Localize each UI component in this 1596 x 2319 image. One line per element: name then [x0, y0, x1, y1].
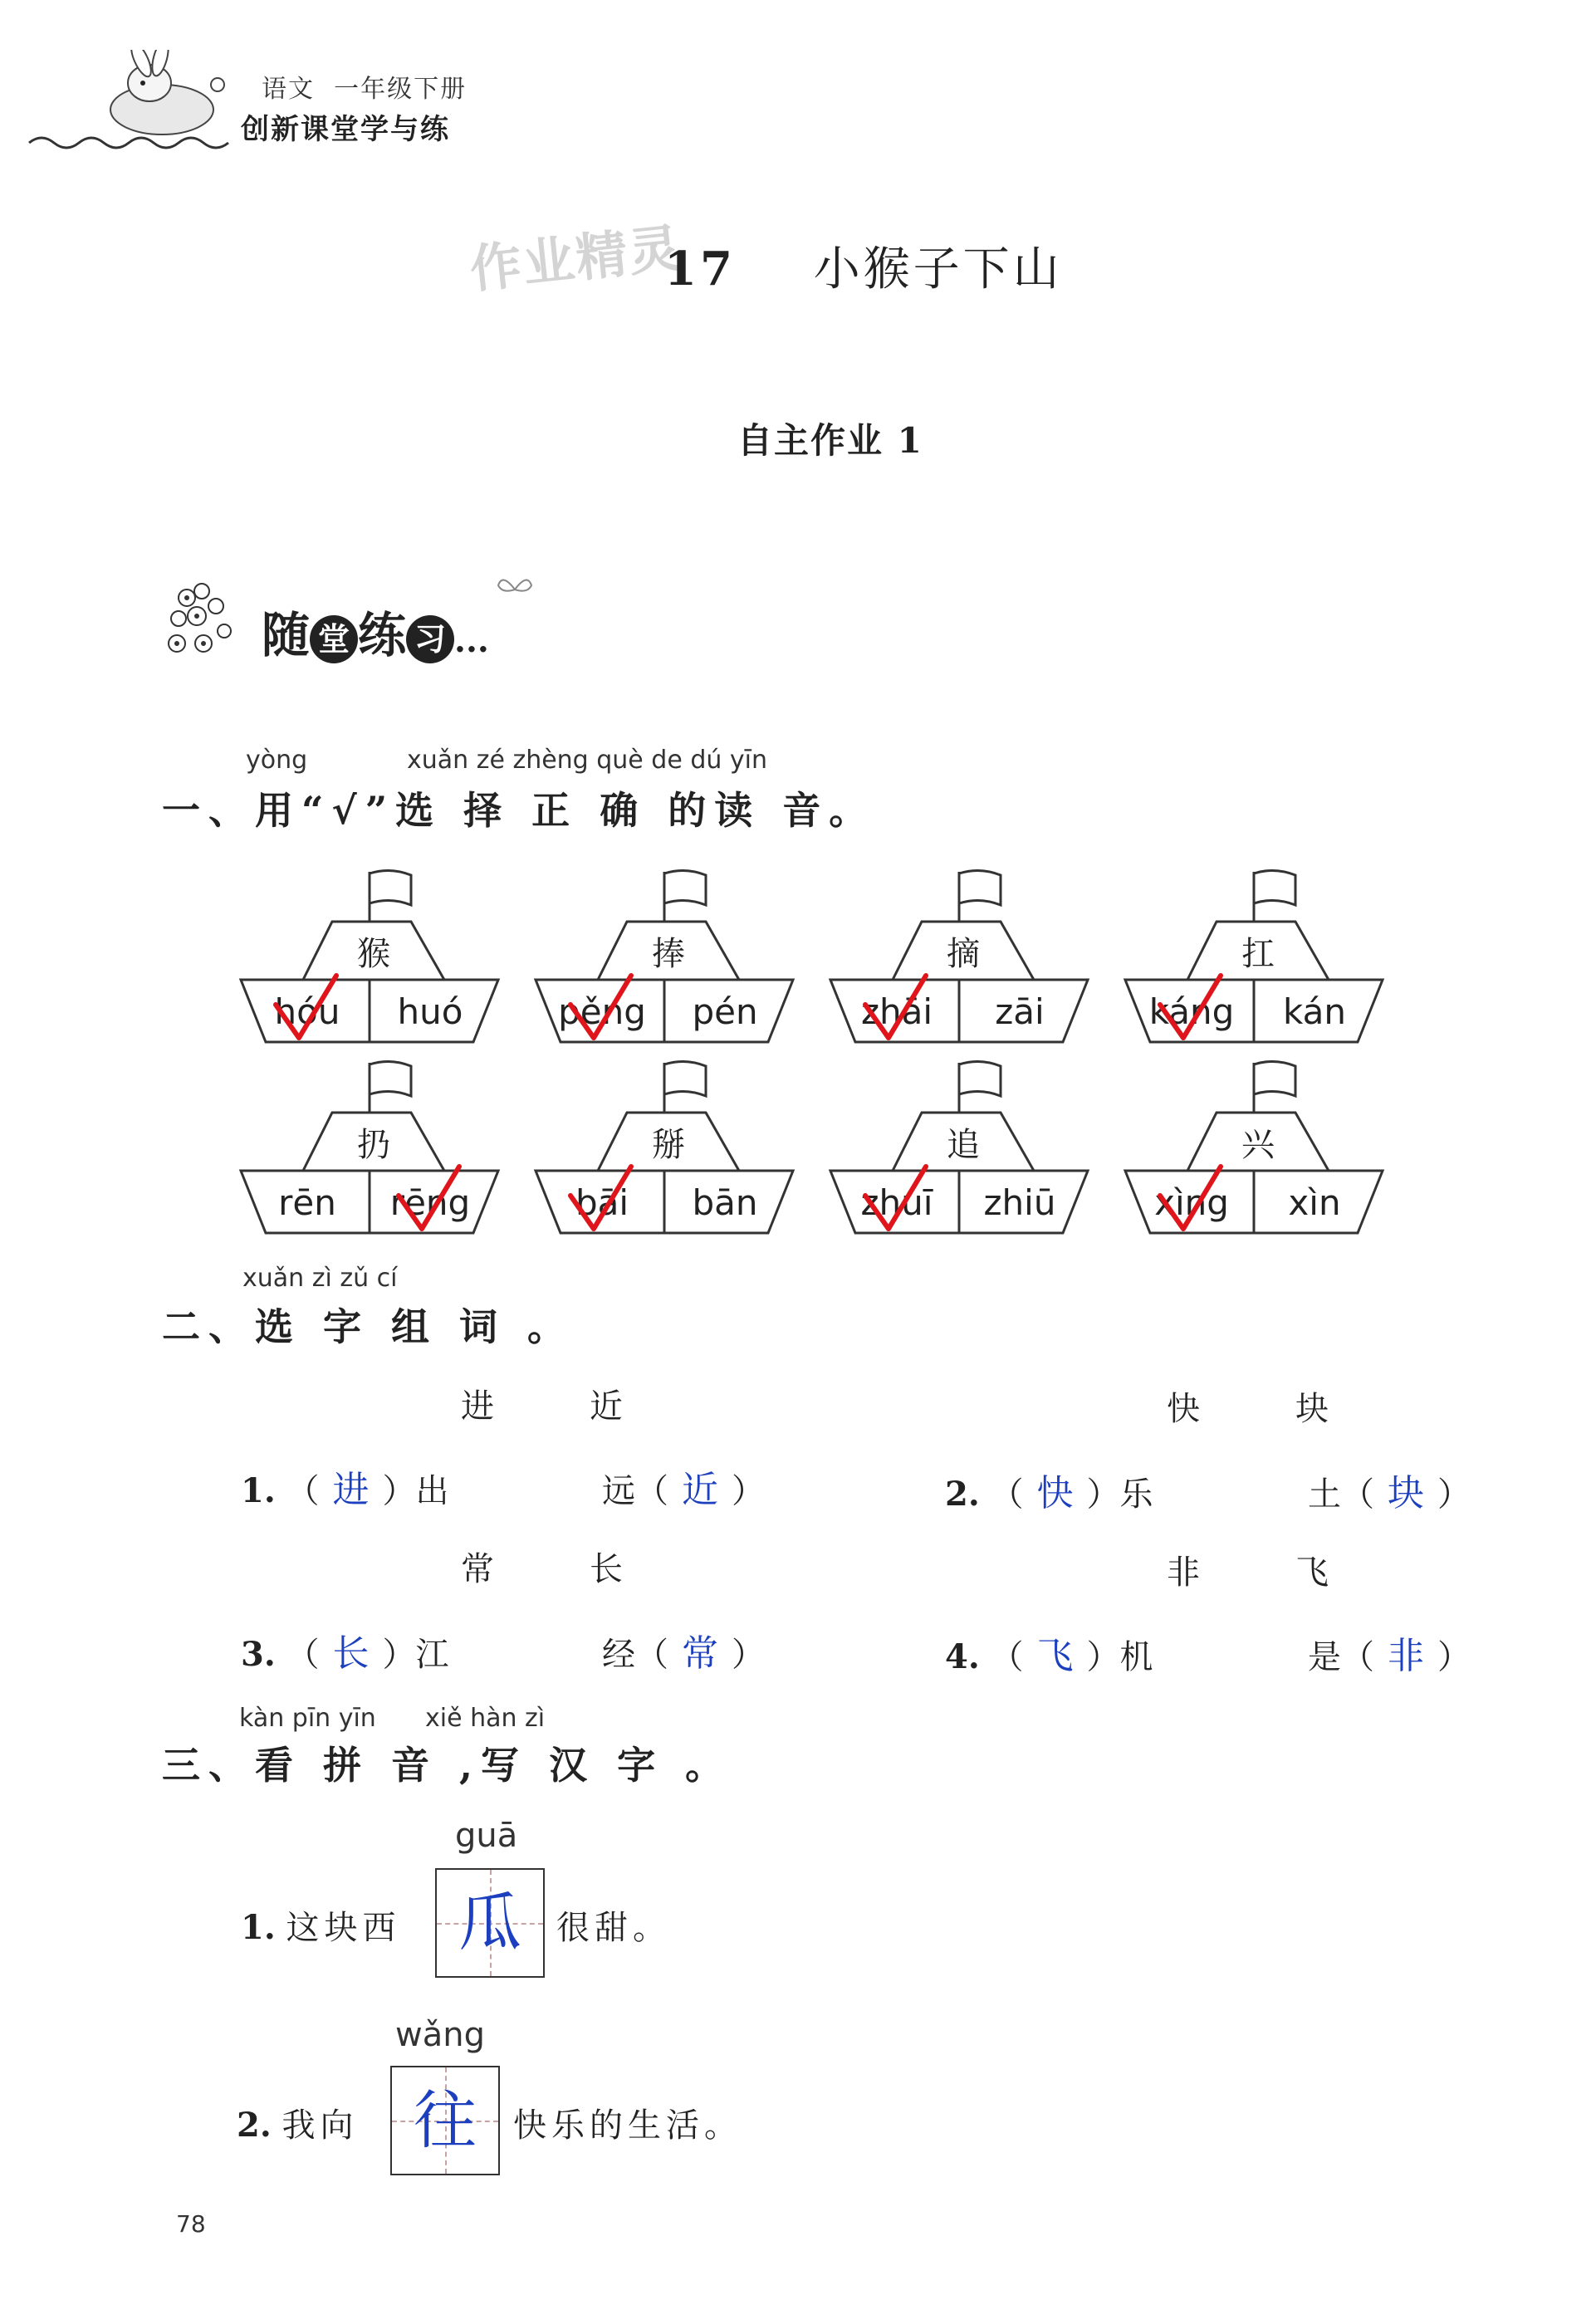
boat[interactable] — [1125, 870, 1383, 1042]
boat-character: 摘 — [947, 935, 980, 973]
pinyin-option-left: pěng — [558, 991, 646, 1032]
boat[interactable] — [536, 1061, 793, 1233]
banner-char-1: 随 — [262, 607, 311, 663]
boat-character: 捧 — [652, 935, 685, 973]
boat-character: 兴 — [1241, 1126, 1275, 1164]
q2-pinyin: xuǎn zì zǔ cí — [242, 1264, 398, 1293]
answer-text: 进 — [332, 1469, 370, 1511]
flag-icon — [959, 1061, 1001, 1096]
boat[interactable] — [241, 1061, 498, 1233]
pinyin-option-right: pén — [692, 991, 758, 1032]
flag-icon — [1254, 870, 1295, 905]
q2-group3-choice-2: 长 — [590, 1550, 623, 1588]
pinyin-option-left: hóu — [274, 991, 340, 1032]
q2-item-4b: 是（ 非 ） — [1308, 1635, 1471, 1677]
pinyin-option-right: zhiū — [983, 1182, 1056, 1223]
answer-text: 飞 — [1036, 1635, 1074, 1677]
boat[interactable] — [241, 870, 498, 1042]
pinyin-option-left: zhuī — [860, 1182, 933, 1223]
q2-num-2: 2. — [945, 1475, 980, 1514]
q2-item-2b: 土（ 块 ） — [1308, 1472, 1471, 1514]
flag-icon — [959, 870, 1001, 905]
banner-dots: ... — [454, 621, 489, 660]
q2-item-1: 1. （ 进 ）出 — [241, 1469, 449, 1511]
q3-item1-after: 很甜。 — [556, 1909, 671, 1947]
butterfly-icon — [494, 573, 536, 606]
boat-character: 掰 — [652, 1126, 685, 1164]
banner-char-4: 习 — [406, 615, 454, 663]
q3-title: 三、看 拼 音 ,写 汉 字 。 — [162, 1743, 732, 1788]
header-brand: 创新课堂学与练 — [241, 113, 450, 146]
answer-char: 瓜 — [458, 1886, 521, 1959]
pinyin-option-left: xìng — [1154, 1182, 1229, 1223]
q2-item-3b: 经（ 常 ） — [602, 1632, 765, 1675]
q3-item-1: 1. 这块西 — [241, 1908, 401, 1947]
lesson-title — [664, 232, 1063, 299]
boats-area — [0, 855, 1596, 1287]
flag-icon — [1254, 1061, 1295, 1096]
q3-item2-pinyin: wǎng — [395, 2016, 485, 2054]
page-number: 78 — [176, 2210, 206, 2238]
boat-character: 扔 — [357, 1126, 390, 1164]
banner-char-2: 堂 — [310, 615, 358, 663]
flag-icon — [664, 870, 706, 905]
section-banner — [162, 573, 577, 673]
rabbit-logo-icon — [25, 50, 241, 158]
q3-item2-after: 快乐的生活。 — [513, 2106, 742, 2145]
q1-pinyin-2: xuǎn zé zhèng què de dú yīn — [407, 746, 768, 775]
q2-item-2: 2. （ 快 ）乐 — [945, 1472, 1153, 1514]
answer-char: 往 — [414, 2083, 477, 2157]
q2-group2-choice-1: 快 — [1167, 1390, 1200, 1428]
q2-item-1b: 远（ 近 ） — [602, 1469, 765, 1511]
header-subject: 语文 一年级下册 — [262, 75, 468, 104]
q2-title: 二、选 字 组 词 。 — [162, 1304, 575, 1349]
q3-pinyin-1: kàn pīn yīn — [239, 1704, 376, 1733]
pinyin-option-right: zāi — [995, 991, 1045, 1032]
boat[interactable] — [830, 1061, 1088, 1233]
flag-icon — [370, 870, 411, 905]
flower-icon — [162, 573, 262, 664]
q1-pinyin-1: yòng — [246, 746, 308, 775]
pinyin-option-right: xìn — [1288, 1182, 1341, 1223]
pinyin-option-right: rēng — [389, 1182, 471, 1223]
tianzi-grid-1[interactable] — [435, 1868, 545, 1978]
pinyin-option-left: rēn — [278, 1182, 336, 1223]
q3-item1-pinyin: guā — [455, 1817, 518, 1855]
lesson-number: 17 — [664, 242, 736, 296]
pinyin-option-right: huó — [397, 991, 463, 1032]
boat-character: 追 — [947, 1126, 980, 1164]
q2-group4-choice-1: 非 — [1167, 1553, 1200, 1592]
pinyin-option-left: zhāi — [860, 991, 933, 1032]
pinyin-option-right: kán — [1283, 991, 1346, 1032]
q2-group1-choice-2: 近 — [590, 1387, 623, 1426]
answer-text: 快 — [1036, 1472, 1074, 1514]
lesson-name: 小猴子下山 — [813, 242, 1063, 296]
answer-text: 常 — [682, 1632, 718, 1675]
q2-group2-choice-2: 块 — [1295, 1390, 1329, 1428]
answer-text: 块 — [1388, 1472, 1424, 1514]
tianzi-grid-2[interactable] — [390, 2066, 500, 2175]
q3-pinyin-2: xiě hàn zì — [425, 1704, 546, 1733]
answer-text: 长 — [332, 1632, 370, 1675]
pinyin-option-left: káng — [1148, 991, 1235, 1032]
flag-icon — [370, 1061, 411, 1096]
flag-icon — [664, 1061, 706, 1096]
watermark: 作业精灵 — [467, 217, 685, 301]
boat[interactable] — [830, 870, 1088, 1042]
q2-group4-choice-2: 飞 — [1295, 1553, 1329, 1592]
lesson-subtitle: 自主作业 1 — [737, 420, 923, 461]
q3-item-2: 2. 我向 — [237, 2106, 359, 2145]
boat-character: 扛 — [1241, 935, 1275, 973]
pinyin-option-right: bān — [692, 1182, 758, 1223]
answer-text: 非 — [1388, 1635, 1424, 1677]
q2-num-1: 1. — [241, 1471, 276, 1510]
q1-title: 一、用“√”选 择 正 确 的读 音。 — [162, 788, 876, 833]
banner-char-3: 练 — [358, 607, 407, 663]
pinyin-option-left: bāi — [575, 1182, 629, 1223]
q2-item-4: 4. （ 飞 ）机 — [945, 1635, 1153, 1677]
boat[interactable] — [536, 870, 793, 1042]
answer-text: 近 — [682, 1469, 718, 1511]
boat-character: 猴 — [357, 935, 390, 973]
q2-group1-choice-1: 进 — [461, 1387, 494, 1426]
header — [25, 50, 490, 158]
q2-num-3: 3. — [241, 1635, 276, 1674]
q2-item-3: 3. （ 长 ）江 — [241, 1632, 449, 1675]
boat[interactable] — [1125, 1061, 1383, 1233]
q2-num-4: 4. — [945, 1637, 980, 1676]
q2-group3-choice-1: 常 — [461, 1550, 494, 1588]
